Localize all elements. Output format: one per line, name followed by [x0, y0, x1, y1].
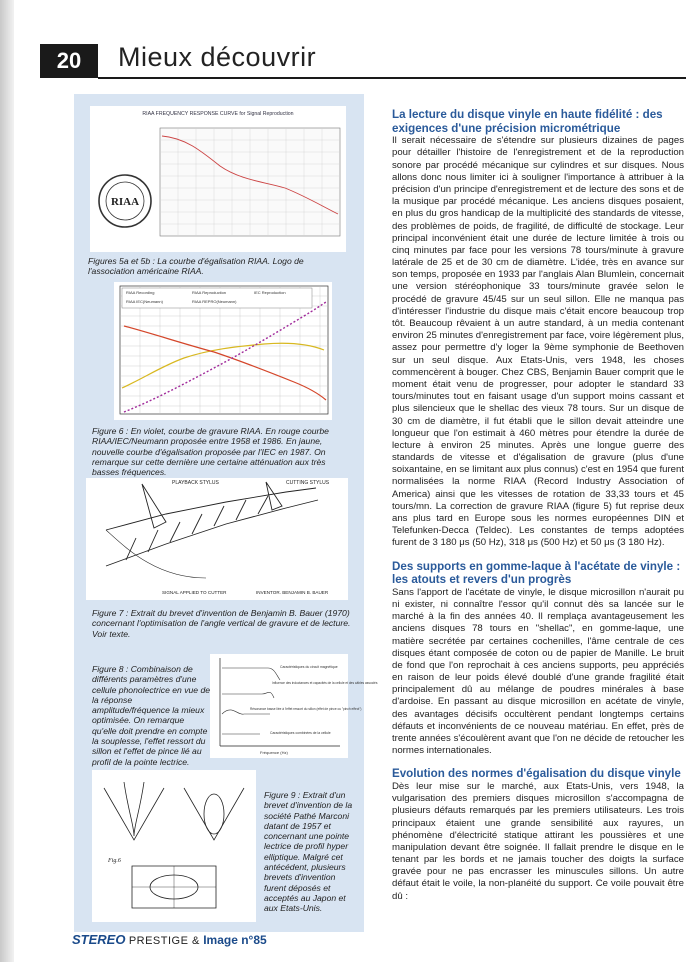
- fig9-elliptical-tip: [204, 794, 224, 834]
- fig9-groove-right: [184, 788, 244, 840]
- response-diagram: [210, 654, 378, 758]
- patent-drawing: [86, 478, 348, 600]
- fig7-playback-stylus: [142, 484, 166, 528]
- fig6-legend-item: RIAA Reproduction: [192, 290, 227, 295]
- fig8-axis-label: Fréquence (Hz): [260, 750, 288, 755]
- riaa-curve-chart: [90, 106, 346, 252]
- figure-9-pathe-marconi-patent: [92, 770, 256, 922]
- riaa-logo-text: RIAA: [110, 196, 140, 208]
- fig6-legend-item: RIAA Recording: [126, 290, 155, 295]
- fig6-legend-item: RIAA REPRO(Neumann): [192, 299, 237, 304]
- fig8-label: Résonance basse liée à l'effet ressort du sillon (effet de pince ou "pinch effect"): [250, 707, 362, 711]
- fig7-playback-label: PLAYBACK STYLUS: [172, 480, 219, 486]
- fig9-axes: [132, 866, 216, 908]
- figure-8-response-diagram: [210, 654, 378, 758]
- fig7-angle-arc: [106, 530, 206, 578]
- footer-issue: Image n°85: [203, 933, 267, 947]
- section-2-body: Sans l'apport de l'acétate de vinyle, le disque microsillon n'aurait pu ni exister, ni connaître l'essor qu'il connut dès sa lancée sur le marché à la fin des années 40. Il remplaça avantageusement les anciens disques 78 tours en "shellac", en gomme-laque, une matière secrétée par certaines cochenilles, l'âme centrale de ces disques étant composée de coton ou de papier de Manille. Le bruit de fond que l'on reprochait à ces anciens supports, peu appréciés en raison de leur poids élevé doublé d'une grande fragilité était principalement dû au mélange de poudres minérales à base d'ardoise. En passant au disque microsillon en acétate de vinyle, des avantages décisifs occultèrent pendant longtemps certains défauts et inconvénients de ce nouveau matériau. En effet, près de trente années s'écoulèrent avant que l'on ne décide de retoucher les normes internationales.: [392, 586, 684, 757]
- figure-6-equalization-curves: [114, 282, 332, 420]
- fig8-label: Caractéristiques combinées de la cellule: [270, 731, 331, 735]
- fig7-cutting-label: CUTTING STYLUS: [286, 480, 330, 486]
- article-text: [392, 108, 684, 903]
- fig7-inventor-label: INVENTOR. BENJAMIN B. BAUER: [256, 590, 329, 595]
- stylus-patent-drawing: [92, 770, 256, 922]
- section-3-body: Dès leur mise sur le marché, aux Etats-Unis, vers 1948, la vulgarisation des premiers disques microsillon s'accompagna de plusieurs défauts remarqués par les premiers utilisateurs. Les trois principaux étaient une grande sensibilité aux rayures, un phénomène d'électricité statique attirant les poussières et une manipulation devant être soignée. Il fallait prendre le disque en le tenant par les bords et ne jamais toucher des doigts la surface gravée pour ne pas encrasser les minuscules sillons. Un autre défaut était le voile, la non-planéité du support. Ce voile pouvait être dû :: [392, 780, 684, 902]
- figure-5-caption: Figures 5a et 5b : La courbe d'égalisation RIAA. Logo de l'association américaine RIAA.: [88, 256, 304, 277]
- fig6-legend-item: RIAA IEC(Neumann): [126, 299, 163, 304]
- section-2-heading: Des supports en gomme-laque à l'acétate de vinyle : les atouts et revers d'un progrès: [392, 559, 681, 587]
- fig7-cutting-stylus: [266, 482, 282, 510]
- fig5-chart-title: RIAA FREQUENCY RESPONSE CURVE for Signal Reproduction: [142, 111, 294, 117]
- figure-9-caption: Figure 9 : Extrait d'un brevet d'invention de la société Pathé Marconi datant de 1957 et concernant une pointe lectrice de profil hyper elliptique. Malgré cet antécédent, plusieurs brevets d'invention furent déposés et acceptés au Japon et aux Etats-Unis.: [264, 790, 353, 914]
- figure-7-bauer-patent: [86, 478, 348, 600]
- figure-7-caption: Figure 7 : Extrait du brevet d'invention de Benjamin B. Bauer (1970) concernant l'optimisation de l'angle vertical de gravure et de lecture. Voir texte.: [92, 608, 351, 639]
- riaa-logo: [99, 175, 151, 227]
- equalization-curves-chart: [114, 282, 332, 420]
- figure-6-caption: Figure 6 : En violet, courbe de gravure RIAA. En rouge courbe RIAA/IEC/Neumann proposée entre 1958 et 1986. En jaune, nouvelle courbe d'égalisation proposée par l'IEC en 1987. On remarque sur cette dernière une certaine atténuation aux très basses fréquences.: [92, 426, 329, 478]
- fig8-curve-inductance: [222, 692, 274, 698]
- fig7-disc-surface: [106, 488, 316, 530]
- fig7-signal-label: SIGNAL APPLIED TO CUTTER: [162, 590, 227, 595]
- header-rule: [98, 77, 686, 79]
- fig8-label: Caractéristiques du circuit magnétique: [280, 665, 338, 669]
- section-title: Mieux découvrir: [118, 42, 317, 72]
- fig9-label: Fig.6: [108, 858, 121, 864]
- page-number: 20: [40, 44, 98, 78]
- fig8-curve-magnetic: [222, 668, 280, 680]
- magazine-footer: [72, 932, 267, 947]
- fig8-label: Influence des inductances et capacités de la cellule et des câbles associés: [272, 681, 378, 685]
- figure-8-caption: Figure 8 : Combinaison de différents paramètres d'une cellule phonolectrice en vue de la réponse amplitude/fréquence la mieux optimisée. On remarque qu'elle doit prendre en compte la souplesse, l'effet ressort du sillon et l'effet de pince lié au profil de la pointe lectrice.: [92, 664, 211, 767]
- footer-brand: STEREO: [72, 932, 126, 947]
- fig6-legend-item: IEC Reproduction: [254, 290, 286, 295]
- section-1-body: Il serait nécessaire de s'étendre sur plusieurs dizaines de pages pour détailler l'histoire de l'enregistrement et de la reproduction sonore par procédé mécanique sur cylindres et sur disques. Nous allons donc nous limiter ici à souligner l'importance à attribuer à la précision d'un principe d'enregistrement et de lecture des sons et de la musique par procédé mécanique. Les anciens disques posaient, en plus du gros handicap de la multiplicité des standards de vitesse, des problèmes de poids, de fragilité, de difficulté de stockage. Leur principal inconvénient était une durée de lecture limitée à trois ou cinq minutes par face pour les versions 78 tours/minute à gravure latérale de 25 et de 30 cm de diamètre. L'idée, très en avance sur son temps, proposée en 1933 par l'anglais Alan Blumlein, concernait une version stéréophonique 33 tours/minute gravée selon le procédé de gravure 45/45 sur un seul sillon. Elle ne manqua pas d'intéresser l'industrie du disque mais c'était encore beaucoup trop tôt. Beaucoup rêvaient à un autre standard, à un media contenant environ 25 minutes d'enregistrement par face, voire légèrement plus, assez pour permettre d'y loger la 9ème symphonie de Beethoven sur un seul disque. Aux Etats-Unis, vers 1948, les choses commencèrent à bouger. Chez CBS, Benjamin Bauer comprit que le moment était venu de progresser, pour adopter le standard 33 tours/minutes tout en faisant usage d'un support moins cassant et plus silencieux que le shellac des vieux 78 tours. Sur un disque de 30 cm de diamètre, il fut établi que le sillon devait atteindre une longueur que l'on estimait à 460 mètres pour étendre la durée de lecture à environ 25 minutes. Après une longue guerre des standards de vitesse et d'égalisation de gravure (plus d'une soixantaine, en se limitant aux plus connus) c'est en 1954 que furent normalisées la norme RIAA (Record Industry Association of America) ainsi que les vitesses de rotation de 33,33 tours et 45 tours/mn. La correction de gravure RIAA (figure 5) fut reprise deux ans plus tard en Europe sous les normes européennes DIN et Telefunken-Decca (Teldec). Les constantes de temps adoptées furent de 3 180 μs (50 Hz), 318 μs (500 Hz) et 50 μs (3 180 Hz).: [392, 135, 684, 549]
- section-3-heading: Evolution des normes d'égalisation du disque vinyle: [392, 767, 681, 781]
- figure-5-riaa-curve: [90, 106, 346, 252]
- page-binding-shadow: [0, 0, 14, 962]
- footer-prestige: PRESTIGE &: [128, 935, 200, 947]
- section-1-heading: La lecture du disque vinyle en haute fidélité : des exigences d'une précision micrométrique: [392, 108, 663, 135]
